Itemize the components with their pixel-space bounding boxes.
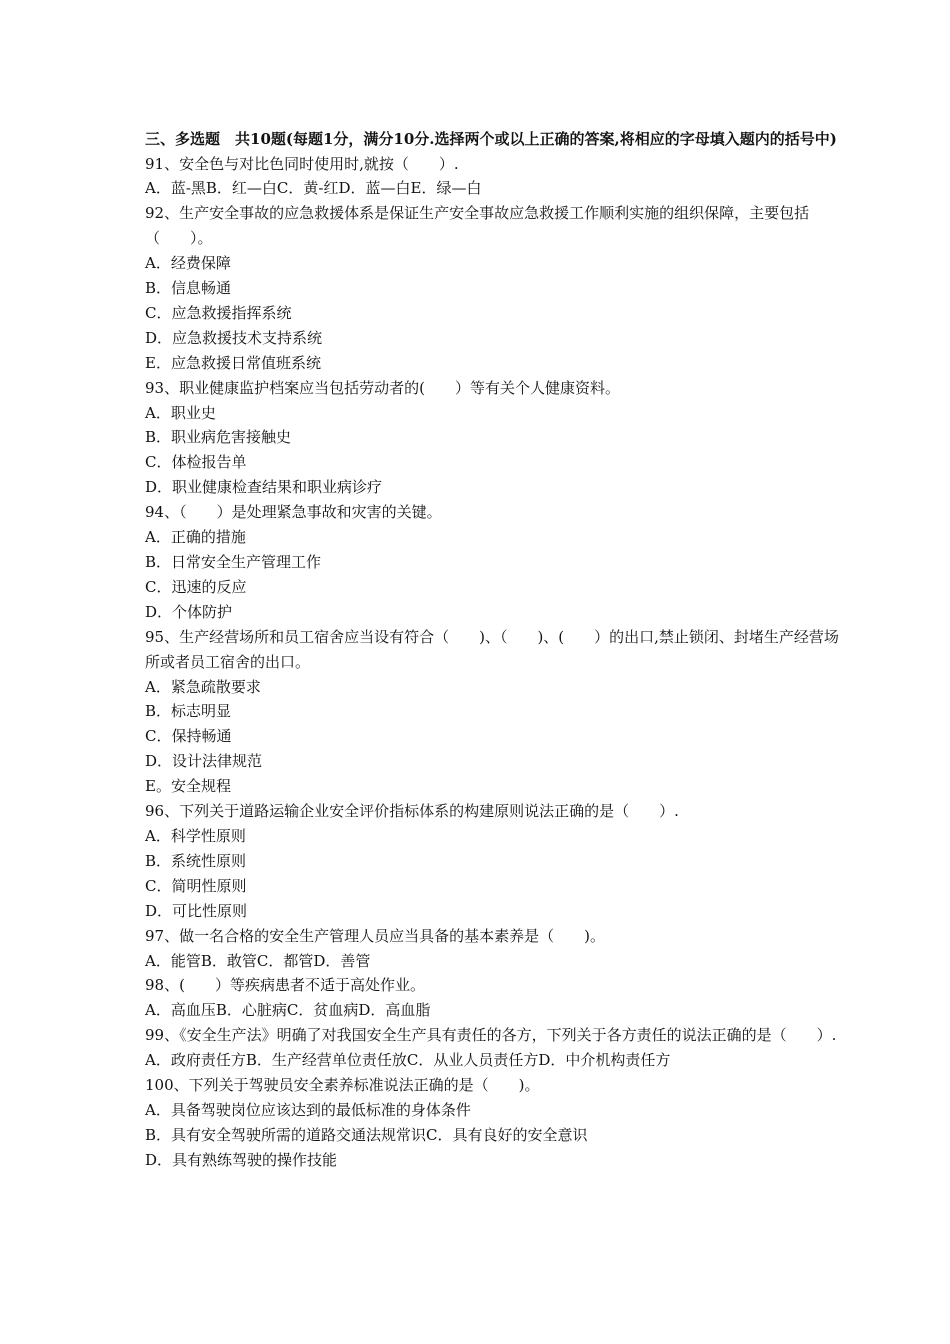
question-list: [145, 152, 845, 1173]
text-line: D．应急救援技术支持系统: [145, 328, 323, 347]
text-line: A．科学性原则: [145, 826, 246, 845]
text-line: A．紧急疏散要求: [145, 677, 261, 696]
text-line: A．蓝-黑B．红—白C．黄-红D．蓝—白E．绿—白: [145, 179, 482, 198]
text-line: 92、生产安全事故的应急救援体系是保证生产安全事故应急救援工作顺利实施的组织保障，主要包括（ ）。: [145, 204, 810, 248]
text-line: A．能管B．敢管C．都管D．善管: [145, 951, 371, 970]
text-line: 100、下列关于驾驶员安全素养标准说法正确的是（ )。: [145, 1076, 540, 1095]
text-line: D．设计法律规范: [145, 752, 263, 771]
text-line: 96、下列关于道路运输企业安全评价指标体系的构建原则说法正确的是（ ）.: [145, 802, 679, 821]
text-line: C．体检报告单: [145, 453, 247, 472]
text-line: 95、生产经营场所和员工宿舍应当设有符合（ )、（ )、( ）的出口,禁止锁闭、封堵生产经营场所或者员工宿舍的出口。: [145, 627, 839, 671]
text-line: A．正确的措施: [145, 528, 246, 547]
text-line: 93、职业健康监护档案应当包括劳动者的( ）等有关个人健康资料。: [145, 378, 620, 397]
text-line: 97、做一名合格的安全生产管理人员应当具备的基本素养是（ )。: [145, 926, 605, 945]
text-line: 99、《安全生产法》明确了对我国安全生产具有责任的各方，下列关于各方责任的说法正确的是（ ）.: [145, 1026, 837, 1045]
text-line: C．迅速的反应: [145, 577, 247, 596]
text-line: B．信息畅通: [145, 279, 232, 298]
text-line: C．应急救援指挥系统: [145, 303, 292, 322]
text-line: D．可比性原则: [145, 901, 248, 920]
text-line: D．具有熟练驾驶的操作技能: [145, 1150, 338, 1169]
text-line: A．具备驾驶岗位应该达到的最低标准的身体条件: [145, 1100, 471, 1119]
document-body: [145, 127, 845, 1173]
text-line: A．职业史: [145, 403, 216, 422]
text-line: A．高血压B．心脏病C．贫血病D．高血脂: [145, 1001, 431, 1020]
text-line: B．具有安全驾驶所需的道路交通法规常识C．具有良好的安全意识: [145, 1125, 588, 1144]
text-line: B．职业病危害接触史: [145, 428, 292, 447]
text-line: 98、( ）等疾病患者不适于高处作业。: [145, 976, 425, 995]
text-line: A．政府责任方B．生产经营单位责任放C．从业人员责任方D．中介机构责任方: [145, 1051, 671, 1070]
section-heading: 三、多选题 共10题(每题1分，满分10分.选择两个或以上正确的答案,将相应的字母填入题内的括号中): [145, 130, 837, 148]
text-line: D．职业健康检查结果和职业病诊疗: [145, 478, 383, 497]
text-line: E．应急救援日常值班系统: [145, 353, 321, 372]
text-line: B．标志明显: [145, 702, 232, 721]
text-line: C．简明性原则: [145, 876, 247, 895]
text-line: 91、安全色与对比色同时使用时,就按（ ）.: [145, 154, 459, 173]
text-line: C．保持畅通: [145, 727, 232, 746]
text-line: B．日常安全生产管理工作: [145, 553, 322, 571]
text-line: B．系统性原则: [145, 851, 247, 870]
text-line: A．经费保障: [145, 254, 231, 273]
text-line: D．个体防护: [145, 602, 233, 621]
text-line: 94、（ ）是处理紧急事故和灾害的关键。: [145, 503, 442, 522]
text-line: E。安全规程: [145, 777, 231, 796]
